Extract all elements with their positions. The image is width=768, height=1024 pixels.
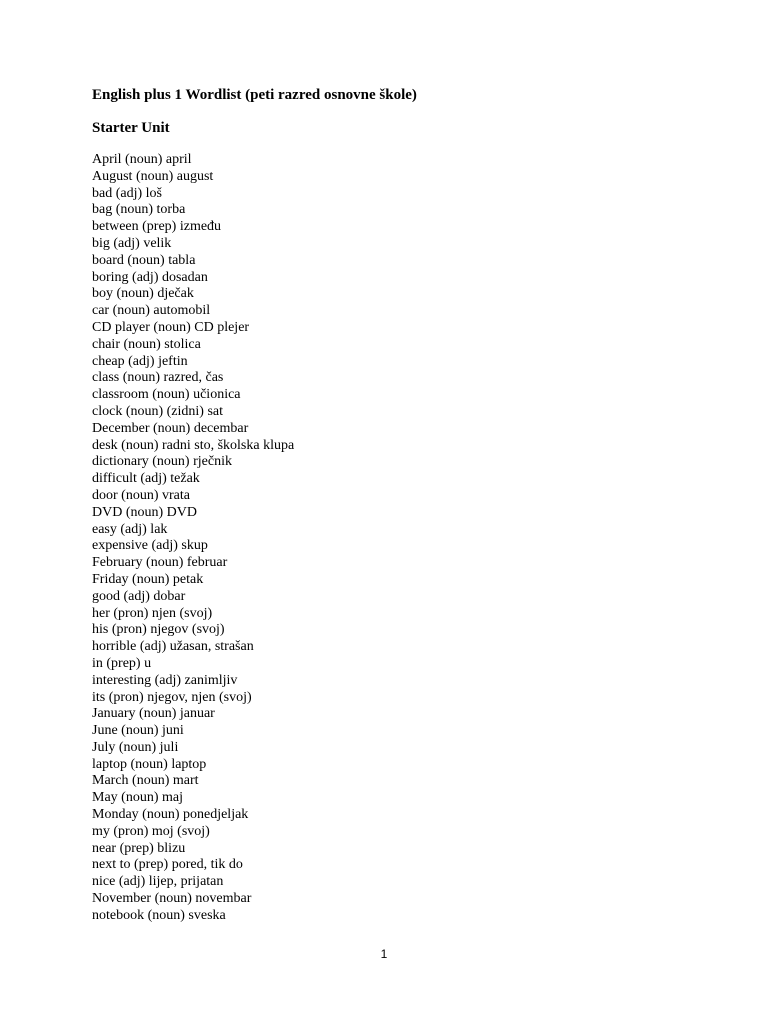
word-entry: car (noun) automobil (92, 303, 211, 319)
word-entry: April (noun) april (92, 152, 192, 167)
word-entry: cheap (adj) jeftin (92, 353, 188, 369)
word-entry: good (adj) dobar (92, 588, 186, 604)
word-entry: boy (noun) dječak (92, 286, 194, 302)
word-entry: class (noun) razred, čas (92, 370, 224, 386)
word-entry: horrible (adj) užasan, strašan (92, 639, 254, 655)
word-entry: its (pron) njegov, njen (svoj) (92, 689, 252, 705)
word-entry: interesting (adj) zanimljiv (92, 672, 238, 688)
word-entry: December (noun) decembar (92, 420, 249, 436)
page-number: 1 (380, 947, 388, 961)
word-entry: his (pron) njegov (svoj) (92, 622, 225, 638)
word-entry: difficult (adj) težak (92, 471, 200, 487)
word-entry: August (noun) august (92, 168, 214, 184)
word-entry: March (noun) mart (92, 773, 199, 789)
word-entry: bad (adj) loš (92, 185, 162, 201)
word-entry: July (noun) juli (92, 739, 179, 755)
word-entry: clock (noun) (zidni) sat (92, 403, 224, 419)
word-entry: November (noun) novembar (92, 891, 252, 907)
word-entry: chair (noun) stolica (92, 336, 201, 352)
word-entry: her (pron) njen (svoj) (92, 605, 213, 621)
word-entry: dictionary (noun) rječnik (92, 454, 232, 470)
unit-heading: Starter Unit (92, 120, 170, 136)
word-entry: Monday (noun) ponedjeljak (92, 807, 249, 823)
word-entry: in (prep) u (92, 655, 152, 671)
word-entry: May (noun) maj (92, 790, 183, 806)
word-list (92, 152, 294, 925)
word-entry: next to (prep) pored, tik do (92, 857, 243, 873)
word-entry: easy (adj) lak (92, 521, 168, 537)
document-title: English plus 1 Wordlist (peti razred osnovne škole) (92, 87, 417, 103)
word-entry: DVD (noun) DVD (92, 504, 197, 520)
word-entry: nice (adj) lijep, prijatan (92, 874, 224, 890)
word-entry: between (prep) između (92, 219, 222, 235)
word-entry: boring (adj) dosadan (92, 269, 208, 285)
word-entry: my (pron) moj (svoj) (92, 823, 210, 839)
word-entry: June (noun) juni (92, 723, 184, 739)
word-entry: Friday (noun) petak (92, 571, 204, 587)
word-entry: board (noun) tabla (92, 252, 196, 268)
word-entry: desk (noun) radni sto, školska klupa (92, 437, 295, 453)
word-entry: classroom (noun) učionica (92, 387, 241, 403)
word-entry: notebook (noun) sveska (92, 907, 226, 923)
word-entry: January (noun) januar (92, 706, 215, 722)
word-entry: expensive (adj) skup (92, 538, 208, 554)
word-entry: February (noun) februar (92, 555, 228, 571)
word-entry: door (noun) vrata (92, 487, 190, 503)
word-entry: laptop (noun) laptop (92, 756, 207, 772)
word-entry: big (adj) velik (92, 235, 172, 251)
word-entry: CD player (noun) CD plejer (92, 319, 250, 335)
word-entry: bag (noun) torba (92, 202, 186, 218)
word-entry: near (prep) blizu (92, 840, 186, 856)
